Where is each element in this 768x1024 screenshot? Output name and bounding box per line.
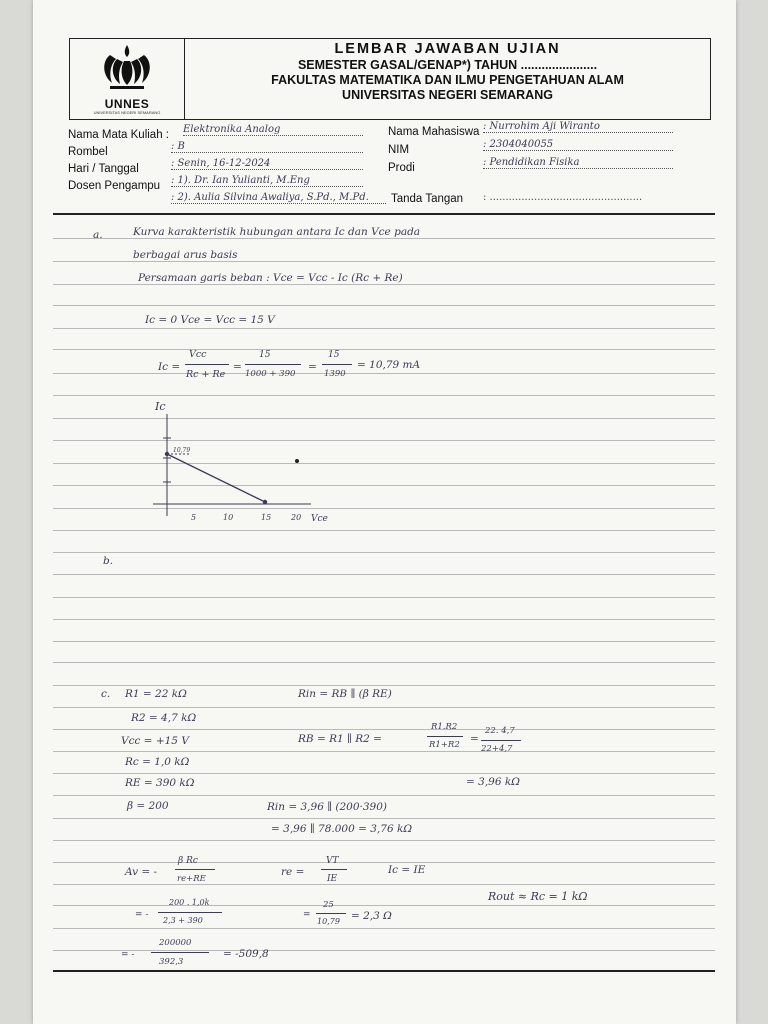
ruled-line xyxy=(53,349,715,350)
bottom-rule xyxy=(53,970,715,972)
rin-calc2: = 3,96 ∥ 78.000 = 3,76 kΩ xyxy=(271,823,413,835)
given-re: RE = 390 kΩ xyxy=(125,777,195,789)
graph-load-line xyxy=(167,454,265,502)
rb-num: R1.R2 xyxy=(431,722,458,732)
av-line2-pre: = - xyxy=(135,910,149,920)
ruled-line xyxy=(53,773,715,774)
ruled-line xyxy=(53,862,715,863)
graph-y-label: Ic xyxy=(155,400,166,413)
ruled-line xyxy=(53,328,715,329)
ruled-line xyxy=(53,305,715,306)
rb-result: = 3,96 kΩ xyxy=(466,776,520,788)
av-bar xyxy=(175,869,215,870)
value-tanda-tangan[interactable]: : ................................................ xyxy=(483,192,643,203)
ruled-line xyxy=(53,373,715,374)
given-r1: R1 = 22 kΩ xyxy=(125,688,187,700)
ic-frac3-num: 15 xyxy=(328,350,340,360)
av-result: = -509,8 xyxy=(223,948,269,960)
header-box xyxy=(69,38,711,120)
graph-x-tick-label: 20 xyxy=(291,513,302,522)
faculty-line: FAKULTAS MATEMATIKA DAN ILMU PENGETAHUAN ALAM xyxy=(271,73,624,87)
value-dosen-2[interactable]: : 2). Aulia Silvina Awaliya, S.Pd., M.Pd. xyxy=(171,192,386,204)
value-rombel[interactable]: : B xyxy=(171,141,363,153)
answer-sheet xyxy=(33,0,736,1024)
ruled-line xyxy=(53,707,715,708)
answer-c-label: c. xyxy=(101,688,111,700)
graph-point-q xyxy=(295,459,299,463)
ruled-line xyxy=(53,905,715,906)
answer-a-label: a. xyxy=(93,229,103,241)
value-hari-tanggal[interactable]: : Senin, 16-12-2024 xyxy=(171,158,363,170)
label-dosen-pengampu: Dosen Pengampu xyxy=(68,180,161,192)
ruled-line xyxy=(53,597,715,598)
label-mata-kuliah: Nama Mata Kuliah : xyxy=(68,129,169,141)
label-nama-mahasiswa: Nama Mahasiswa xyxy=(388,126,480,138)
ruled-line xyxy=(53,261,715,262)
label-tanda-tangan: Tanda Tangan xyxy=(391,193,464,205)
logo-wordmark: UNNES xyxy=(104,97,150,111)
rb-bar2 xyxy=(481,740,521,741)
label-prodi: Prodi xyxy=(388,162,415,174)
rb-bar xyxy=(427,736,463,737)
graph-x-label: Vce xyxy=(311,514,328,524)
ic-frac1-bar xyxy=(185,364,229,365)
ruled-line xyxy=(53,552,715,553)
graph-x-tick-label: 10 xyxy=(223,513,234,522)
graph-point-label: 10,79 xyxy=(173,447,191,454)
unnes-emblem-icon xyxy=(70,39,184,99)
ruled-line xyxy=(53,574,715,575)
label-hari-tanggal: Hari / Tanggal xyxy=(68,163,139,175)
value-prodi[interactable]: : Pendidikan Fisika xyxy=(483,157,673,169)
re-lhs: re = xyxy=(281,866,305,878)
rout: Rout ≈ Rc = 1 kΩ xyxy=(488,890,588,903)
value-dosen-1[interactable]: : 1). Dr. Ian Yulianti, M.Eng xyxy=(171,175,363,187)
ruled-line xyxy=(53,395,715,396)
av-line3-bar xyxy=(151,952,209,953)
re-calc-bar xyxy=(316,913,346,914)
ic-frac1-num: Vcc xyxy=(189,349,207,360)
ruled-line xyxy=(53,238,715,239)
rin-formula: Rin = RB ∥ (β RE) xyxy=(298,688,392,700)
answer-a-line4: Ic = 0 Vce = Vcc = 15 V xyxy=(145,314,275,326)
ruled-line xyxy=(53,530,715,531)
re-den: IE xyxy=(327,874,338,884)
rb-eq2: = xyxy=(470,733,479,745)
av-line2-bar xyxy=(158,912,222,913)
sheet-title: LEMBAR JAWABAN UJIAN xyxy=(334,41,561,57)
ruled-line xyxy=(53,729,715,730)
re-bar xyxy=(321,869,347,870)
load-line-graph xyxy=(141,398,341,528)
value-mata-kuliah[interactable]: Elektronika Analog xyxy=(183,124,363,136)
ruled-line xyxy=(53,795,715,796)
av-line3-num: 200000 xyxy=(159,938,192,948)
answer-a-line1: Kurva karakteristik hubungan antara Ic dan Vce pada xyxy=(133,226,421,238)
answer-a-line2: berbagai arus basis xyxy=(133,249,238,261)
av-den: re+RE xyxy=(177,874,206,884)
label-rombel: Rombel xyxy=(68,146,108,158)
rb-num2: 22. 4,7 xyxy=(485,726,515,736)
label-nim: NIM xyxy=(388,144,410,156)
ruled-line xyxy=(53,662,715,663)
re-calc-num: 25 xyxy=(323,900,334,910)
ic-frac3-den: 1390 xyxy=(324,369,346,379)
answer-a-line3: Persamaan garis beban : Vce = Vcc - Ic (Rc + Re) xyxy=(138,272,403,284)
ruled-line xyxy=(53,685,715,686)
ruled-line xyxy=(53,641,715,642)
graph-point-vce xyxy=(263,500,267,504)
ruled-line xyxy=(53,751,715,752)
top-rule xyxy=(53,213,715,215)
university-line: UNIVERSITAS NEGERI SEMARANG xyxy=(342,88,553,102)
rb-den: R1+R2 xyxy=(429,740,460,750)
ruled-line xyxy=(53,619,715,620)
av-lhs: Av = - xyxy=(125,866,158,878)
answer-b-label: b. xyxy=(103,555,114,567)
re-calc-pre: = xyxy=(303,910,311,920)
ic-eq2: = xyxy=(308,361,317,373)
av-num: β Rc xyxy=(178,856,198,866)
ruled-line xyxy=(53,284,715,285)
av-line3-den: 392,3 xyxy=(159,957,184,967)
re-num: VT xyxy=(326,856,339,866)
ruled-line xyxy=(53,928,715,929)
ruled-line xyxy=(53,950,715,951)
ruled-line xyxy=(53,818,715,819)
unnes-logo xyxy=(70,39,185,119)
given-vcc: Vcc = +15 V xyxy=(121,735,189,747)
ic-frac1-den: Rc + Re xyxy=(186,369,226,380)
given-r2: R2 = 4,7 kΩ xyxy=(131,712,197,724)
ic-frac2-bar xyxy=(245,364,301,365)
rb-lhs: RB = R1 ∥ R2 = xyxy=(298,733,382,745)
av-line3-pre: = - xyxy=(121,950,135,960)
graph-x-tick-label: 15 xyxy=(261,513,272,522)
re-calc-result: = 2,3 Ω xyxy=(351,910,392,922)
ic-lhs: Ic = xyxy=(158,361,181,373)
ic-result: = 10,79 mA xyxy=(357,359,421,371)
rb-den2: 22+4,7 xyxy=(481,744,513,754)
ruled-line xyxy=(53,884,715,885)
value-nama-mahasiswa[interactable]: : Nurrohim Aji Wiranto xyxy=(483,121,673,133)
re-calc-den: 10,79 xyxy=(317,917,340,926)
ic-frac2-num: 15 xyxy=(259,350,271,360)
semester-line: SEMESTER GASAL/GENAP*) TAHUN ...................... xyxy=(297,58,598,72)
rin-calc1: Rin = 3,96 ∥ (200·390) xyxy=(267,801,388,813)
logo-subtext: UNIVERSITAS NEGERI SEMARANG xyxy=(93,110,161,115)
header-titles xyxy=(185,39,710,119)
ic-frac3-bar xyxy=(322,364,352,365)
ruled-line xyxy=(53,840,715,841)
ic-frac2-den: 1000 + 390 xyxy=(245,369,296,379)
given-rc: Rc = 1,0 kΩ xyxy=(125,756,190,768)
av-line2-den: 2,3 + 390 xyxy=(163,916,203,925)
given-beta: β = 200 xyxy=(127,800,169,812)
av-line2-num: 200 . 1,0k xyxy=(169,898,210,907)
ic-eq: = xyxy=(233,361,242,373)
value-nim[interactable]: : 2304040055 xyxy=(483,139,673,151)
graph-x-tick-label: 5 xyxy=(191,513,197,522)
ic-ie: Ic = IE xyxy=(388,864,426,876)
graph-point-ic xyxy=(165,452,169,456)
